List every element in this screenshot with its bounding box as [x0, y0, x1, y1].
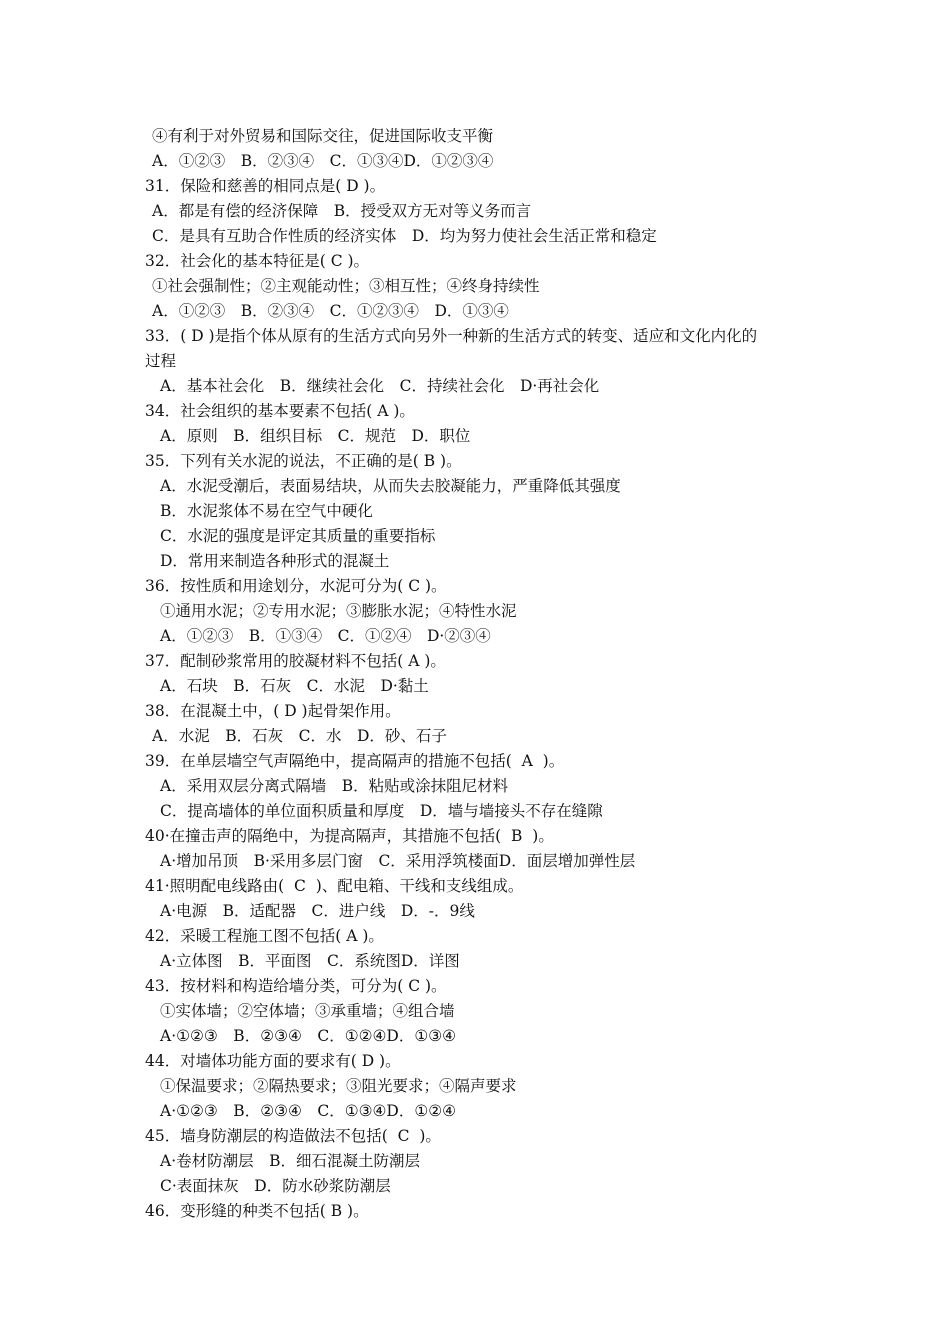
text-line: C．是具有互助合作性质的经济实体 D．均为努力使社会生活正常和稳定	[152, 227, 657, 245]
question-37: 37．配制砂浆常用的胶凝材料不包括( A )。	[145, 652, 446, 670]
question-32: 32．社会化的基本特征是( C )。	[145, 252, 370, 270]
text-line: A．①②③ B．①③④ C．①②④ D·②③④	[160, 627, 491, 645]
text-line: A．水泥受潮后，表面易结块，从而失去胶凝能力，严重降低其强度	[160, 477, 621, 495]
text-line: A·增加吊顶 B·采用多层门窗 C．采用浮筑楼面D．面层增加弹性层	[160, 852, 636, 870]
text-line: ①保温要求；②隔热要求；③阻光要求；④隔声要求	[160, 1077, 517, 1095]
question-40: 40·在撞击声的隔绝中，为提高隔声，其措施不包括( B )。	[145, 827, 554, 845]
text-line: A·电源 B．适配器 C．进户线 D．-．9线	[160, 902, 475, 920]
text-line: A．原则 B．组织目标 C．规范 D．职位	[160, 427, 471, 445]
question-43: 43．按材料和构造给墙分类，可分为( C )。	[145, 977, 447, 995]
text-line: A．石块 B．石灰 C．水泥 D·黏土	[160, 677, 429, 695]
question-34: 34．社会组织的基本要素不包括( A )。	[145, 402, 415, 420]
text-line: ④有利于对外贸易和国际交往，促进国际收支平衡	[152, 127, 494, 145]
text-line: A．①②③ B．②③④ C．①②③④ D．①③④	[152, 302, 509, 320]
text-line: C．提高墙体的单位面积质量和厚度 D．墙与墙接头不存在缝隙	[160, 802, 603, 820]
text-line: A·立体图 B．平面图 C．系统图D．详图	[160, 952, 460, 970]
text-line: C．水泥的强度是评定其质量的重要指标	[160, 527, 436, 545]
question-38: 38．在混凝土中，( D )起骨架作用。	[145, 702, 401, 720]
text-line: 过程	[145, 352, 177, 370]
question-31: 31．保险和慈善的相同点是( D )。	[145, 177, 386, 195]
text-line: ①社会强制性；②主观能动性；③相互性；④终身持续性	[152, 277, 540, 295]
question-45: 45．墙身防潮层的构造做法不包括( C )。	[145, 1127, 441, 1145]
question-39: 39．在单层墙空气声隔绝中，提高隔声的措施不包括( A )。	[145, 752, 565, 770]
question-46: 46．变形缝的种类不包括( B )。	[145, 1202, 369, 1220]
text-line: C·表面抹灰 D．防水砂浆防潮层	[160, 1177, 391, 1195]
question-36: 36．按性质和用途划分，水泥可分为( C )。	[145, 577, 447, 595]
text-line: A·①②③ B．②③④ C．①③④D．①②④	[160, 1102, 457, 1120]
text-line: A．水泥 B．石灰 C．水 D．砂、石子	[152, 727, 447, 745]
question-44: 44．对墙体功能方面的要求有( D )。	[145, 1052, 401, 1070]
text-line: D．常用来制造各种形式的混凝土	[160, 552, 390, 570]
text-line: A．①②③ B．②③④ C．①③④D．①②③④	[152, 152, 494, 170]
text-line: A．采用双层分离式隔墙 B．粘贴或涂抹阻尼材料	[160, 777, 509, 795]
text-line: B．水泥浆体不易在空气中硬化	[160, 502, 373, 520]
text-line: ①实体墙；②空体墙；③承重墙；④组合墙	[160, 1002, 455, 1020]
text-line: A．基本社会化 B．继续社会化 C．持续社会化 D·再社会化	[160, 377, 600, 395]
text-line: A·卷材防潮层 B．细石混凝土防潮层	[160, 1152, 421, 1170]
text-line: A．都是有偿的经济保障 B．授受双方无对等义务而言	[152, 202, 532, 220]
question-42: 42．采暖工程施工图不包括( A )。	[145, 927, 384, 945]
text-line: ①通用水泥；②专用水泥；③膨胀水泥；④特性水泥	[160, 602, 517, 620]
question-35: 35．下列有关水泥的说法，不正确的是( B )。	[145, 452, 462, 470]
question-41: 41·照明配电线路由( C )、配电箱、干线和支线组成。	[145, 877, 524, 895]
question-33: 33．( D )是指个体从原有的生活方式向另外一种新的生活方式的转变、适应和文化内化的	[145, 327, 758, 345]
text-line: A·①②③ B．②③④ C．①②④D．①③④	[160, 1027, 457, 1045]
